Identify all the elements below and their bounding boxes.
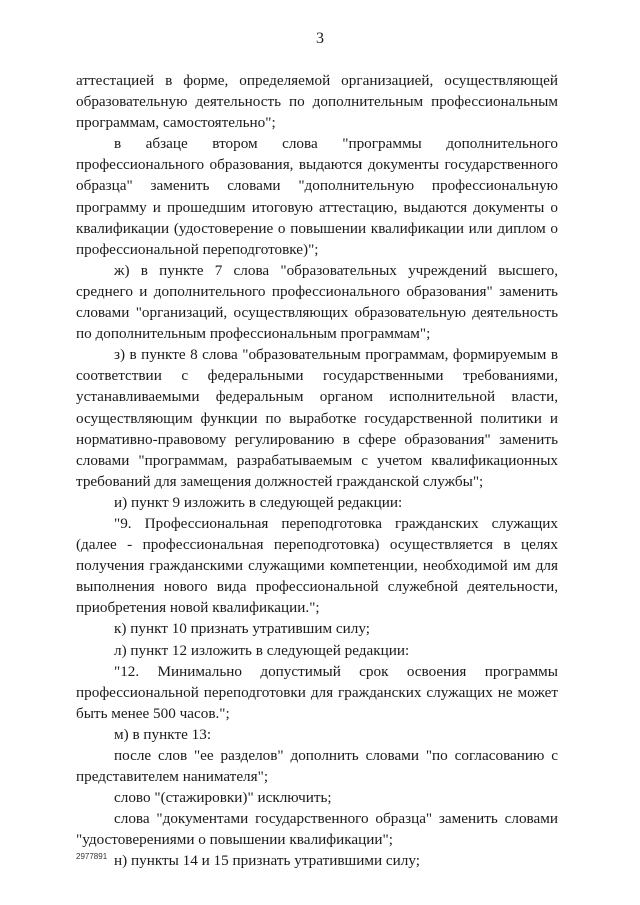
paragraph-4: з) в пункте 8 слова "образовательным программам, формируемым в соответствии с федеральными государственными требованиями, устанавливаемыми федеральным органом исполнительной власти, осуществляющим функции по выработке государственной политики и нормативно-правовому регулированию в сфере образования" заменить словами "программам, разрабатываемым с учетом квалификационных требований для замещения должностей гражданской службы"; <box>76 346 558 490</box>
document-number: 2977891 <box>76 852 108 861</box>
paragraph-8: л) пункт 12 изложить в следующей редакции: <box>114 641 410 659</box>
page-number: 3 <box>316 30 324 47</box>
paragraph-6: "9. Профессиональная переподготовка гражданских служащих (далее - профессиональная переподготовка) осуществляется в целях получения гражданскими служащими компетенции, необходимой им для выполнения нового вида профессиональной служебной деятельности, приобретения новой квалификации."; <box>76 514 558 617</box>
paragraph-10: м) в пункте 13: <box>114 725 212 743</box>
paragraph-14: н) пункты 14 и 15 признать утратившими силу; <box>114 852 420 870</box>
paragraph-1: аттестацией в форме, определяемой организацией, осуществляющей образовательную деятельность по дополнительным профессиональным программам, самостоятельно"; <box>76 72 558 132</box>
paragraph-3: ж) в пункте 7 слова "образовательных учреждений высшего, среднего и дополнительного профессионального образования" заменить словами "организаций, осуществляющих образовательную деятельность по дополнительным профессиональным программам"; <box>76 261 558 343</box>
paragraph-11: после слов "ее разделов" дополнить словами "по согласованию с представителем нанимателя"; <box>76 747 558 786</box>
paragraph-5: и) пункт 9 изложить в следующей редакции: <box>114 493 403 511</box>
paragraph-9: "12. Минимально допустимый срок освоения программы профессиональной переподготовки для гражданских служащих не может быть менее 500 часов."; <box>76 662 558 722</box>
document-body <box>76 70 558 872</box>
paragraph-12: слово "(стажировки)" исключить; <box>114 789 332 807</box>
paragraph-7: к) пункт 10 признать утратившим силу; <box>114 620 370 638</box>
paragraph-2: в абзаце втором слова "программы дополнительного профессионального образования, выдаются документы государственного образца" заменить словами "дополнительную профессиональную программу и прошедшим итоговую аттестацию, выдаются документы о квалификации (удостоверение о повышении квалификации или диплом о профессиональной переподготовке)"; <box>76 135 558 258</box>
paragraph-13: слова "документами государственного образца" заменить словами "удостоверениями о повышении квалификации"; <box>76 810 558 849</box>
